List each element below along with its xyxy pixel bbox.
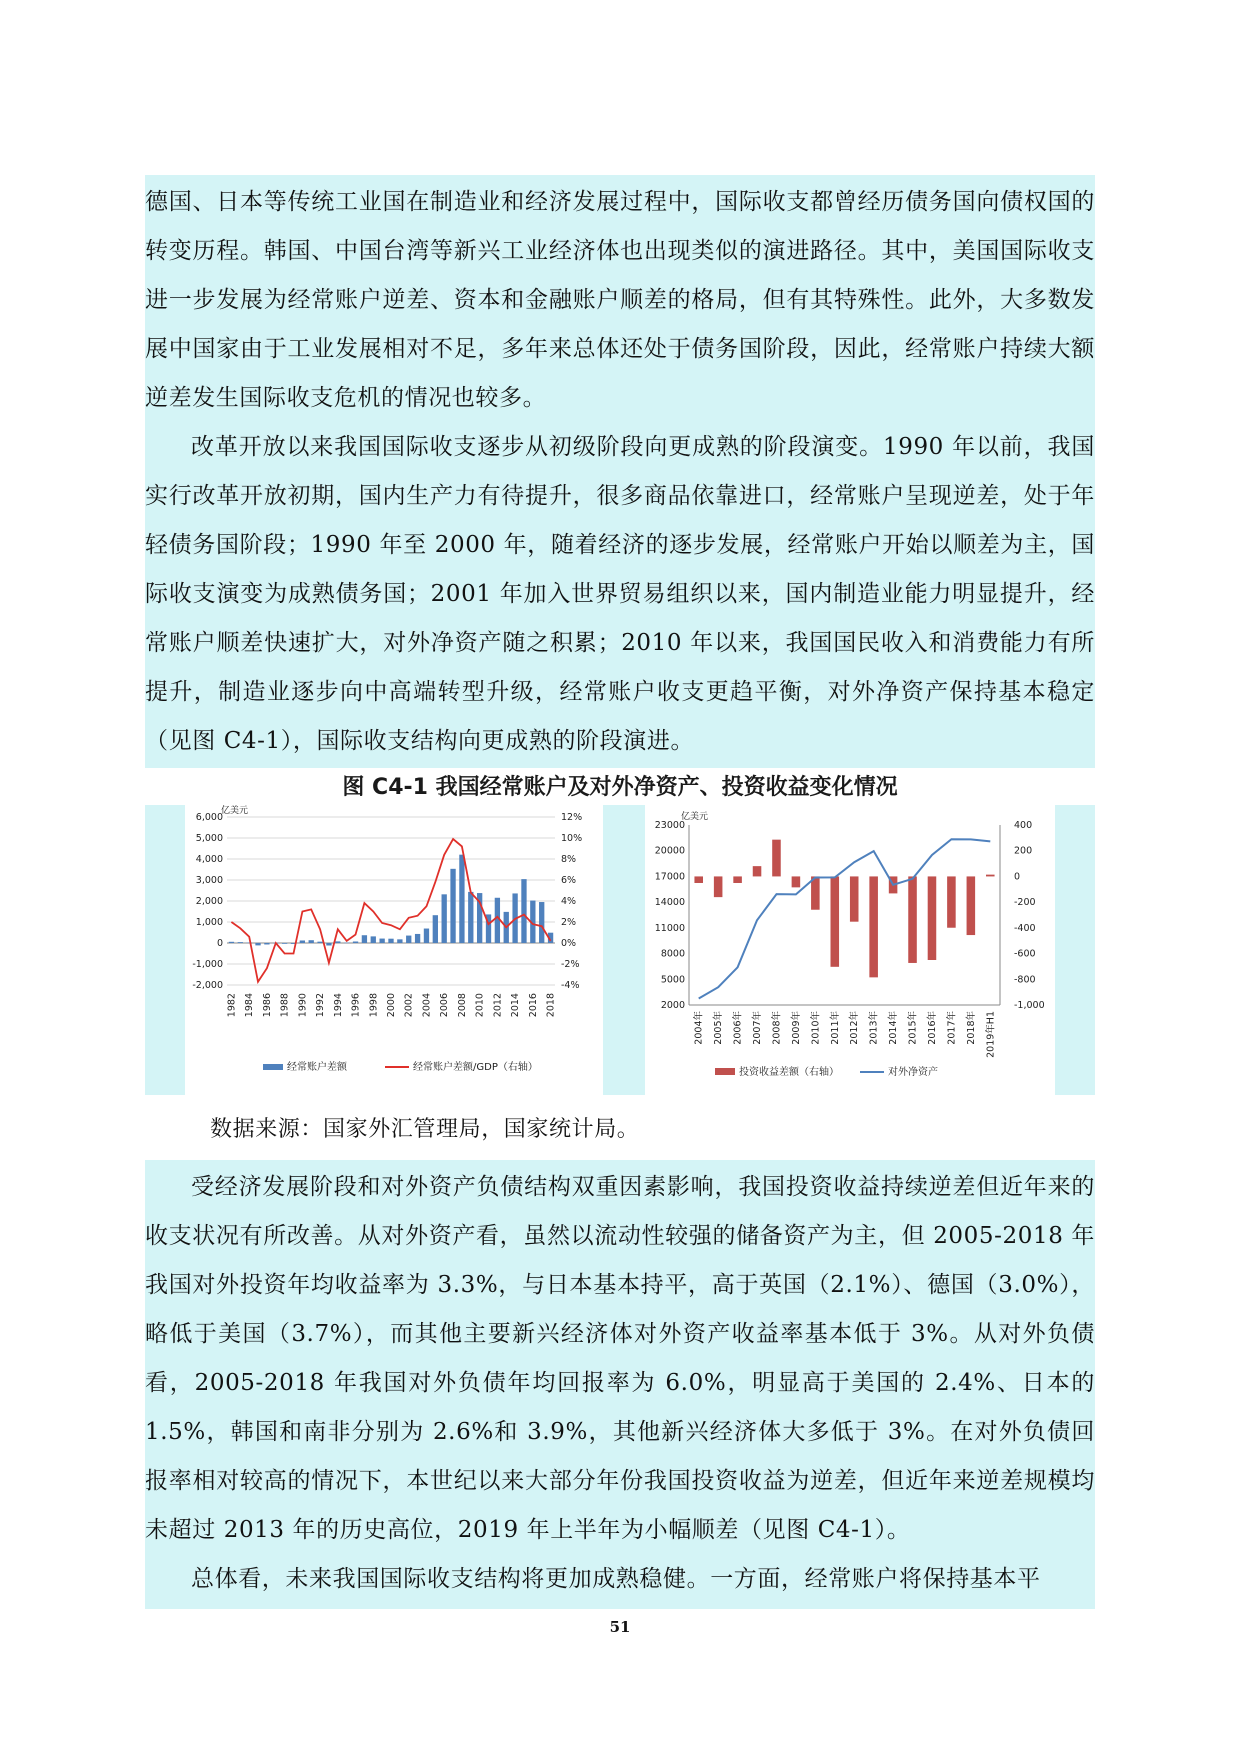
legend-label-line: 对外净资产 [888, 1067, 938, 1078]
left-tick-label: -1,000 [192, 959, 223, 970]
x-tick-label: 2009年 [790, 1011, 802, 1045]
paragraph-1: 德国、日本等传统工业国在制造业和经济发展过程中，国际收支都曾经历债务国向债权国的转变历程。韩国、中国台湾等新兴工业经济体也出现类似的演进路径。其中，美国国际收支进一步发展为经常账户逆差、资本和金融账户顺差的格局，但有其特殊性。此外，大多数发展中国家由于工业发展相对不足，多年来总体还处于债务国阶段，因此，经常账户持续大额逆差发生国际收支危机的情况也较多。 [145, 189, 1095, 411]
bar-current-account [344, 943, 349, 944]
bar-current-account [442, 894, 447, 943]
x-tick-label: 2010年 [810, 1011, 822, 1045]
bar-current-account [238, 942, 243, 943]
left-tick-label: 8000 [660, 948, 685, 960]
legend-label-bar: 经常账户差额 [287, 1062, 347, 1073]
left-tick-label: 2000 [660, 1000, 685, 1011]
x-tick-label: 2016年 [926, 1011, 938, 1045]
legend-swatch-bar [715, 1068, 735, 1075]
x-tick-label: 1982 [226, 993, 238, 1018]
x-tick-label: 2013年 [868, 1011, 880, 1045]
left-tick-label: 23000 [654, 820, 685, 831]
page-number: 51 [609, 1618, 631, 1636]
bar-current-account [335, 941, 340, 943]
right-tick-label: 2% [561, 917, 577, 928]
x-tick-label: 2011年 [829, 1011, 841, 1045]
x-tick-label: 2005年 [713, 1011, 725, 1045]
bar-investment-income [694, 876, 703, 883]
paragraph-3: 受经济发展阶段和对外资产负债结构双重因素影响，我国投资收益持续逆差但近年来的收支状况有所改善。从对外资产看，虽然以流动性较强的储备资产为主，但 2005-2018 年我国对外投资年均收益率为 3.3%，与日本基本持平，高于英国（2.1%）、德国（3.0%），略低于美国（3.7%），而其他主要新兴经济体对外资产收益率基本低于 3%。从对外负债看，2005-2018 年我国对外负债年均回报率为 6.0%，明显高于美国的 2.4%、日本的 1.5%，韩国和南非分别为 2.6%和 3.9%，其他新兴经济体大多低于 3%。在对外负债回报率相对较高的情况下，本世纪以来大部分年份我国投资收益为逆差，但近年来逆差规模均未超过 2013 年的历史高位，2019 年上半年为小幅顺差（见图 C4-1）。 [145, 1174, 1095, 1543]
paragraph-2: 改革开放以来我国国际收支逐步从初级阶段向更成熟的阶段演变。1990 年以前，我国实行改革开放初期，国内生产力有待提升，很多商品依靠进口，经常账户呈现逆差，处于年轻债务国阶段；1990 年至 2000 年，随着经济的逐步发展，经常账户开始以顺差为主，国际收支演变为成熟债务国；2001 年加入世界贸易组织以来，国内制造业能力明显提升，经常账户顺差快速扩大，对外净资产随之积累；2010 年以来，我国国民收入和消费能力有所提升，制造业逐步向中高端转型升级，经常账户收支更趋平衡，对外净资产保持基本稳定（见图 C4-1），国际收支结构向更成熟的阶段演进。 [145, 434, 1095, 754]
x-tick-label: 1998 [368, 993, 380, 1018]
x-tick-label: 1990 [297, 993, 309, 1018]
x-tick-label: 2012 [492, 993, 504, 1018]
bar-current-account [282, 943, 287, 944]
right-tick-label: -1,000 [1014, 1000, 1045, 1011]
x-tick-label: 2015年 [907, 1011, 919, 1045]
bar-current-account [264, 943, 269, 944]
x-tick-label: 1986 [261, 993, 273, 1018]
left-tick-label: 20000 [654, 845, 685, 857]
left-tick-label: 5000 [660, 974, 685, 986]
x-tick-label: 2019年H1 [985, 1011, 997, 1058]
bar-current-account [388, 939, 393, 943]
x-tick-label: 2000 [386, 993, 397, 1018]
left-tick-label: 5,000 [195, 833, 223, 844]
right-tick-label: -800 [1014, 974, 1036, 986]
left-tick-label: -2,000 [192, 980, 223, 991]
bar-current-account [317, 942, 322, 943]
x-tick-label: 2008 [456, 993, 468, 1018]
bar-current-account [371, 936, 376, 943]
legend-label-bar: 投资收益差额（右轴） [739, 1067, 839, 1078]
bar-investment-income [792, 876, 801, 887]
x-tick-label: 2006年 [732, 1011, 744, 1045]
right-tick-label: 12% [561, 812, 583, 823]
right-tick-label: -400 [1014, 922, 1036, 934]
bar-investment-income [869, 876, 878, 977]
bar-current-account [353, 941, 358, 943]
x-tick-label: 2006 [439, 993, 451, 1018]
figure-area [145, 805, 1095, 1095]
bar-investment-income [753, 866, 762, 876]
x-tick-label: 2004 [421, 993, 433, 1018]
right-tick-label: 0% [561, 938, 577, 949]
right-tick-label: 200 [1014, 845, 1033, 857]
left-tick-label: 4,000 [195, 854, 223, 865]
bar-investment-income [947, 876, 956, 927]
x-tick-label: 2004年 [693, 1011, 705, 1045]
x-tick-label: 1994 [332, 993, 344, 1018]
bar-current-account [521, 879, 526, 943]
bar-current-account [424, 929, 429, 943]
line-ca-gdp-ratio [231, 839, 550, 982]
x-tick-label: 1992 [315, 993, 327, 1018]
x-tick-label: 2008年 [771, 1011, 783, 1045]
text-block-top [145, 175, 1095, 768]
left-tick-label: 2,000 [195, 896, 223, 907]
bar-current-account [450, 869, 455, 943]
data-source-note: 数据来源：国家外汇管理局，国家统计局。 [210, 1117, 640, 1142]
bar-current-account [415, 934, 420, 943]
bar-investment-income [811, 876, 820, 909]
bar-investment-income [831, 876, 840, 966]
left-tick-label: 11000 [654, 922, 685, 934]
x-tick-label: 1988 [279, 993, 291, 1018]
right-tick-label: -600 [1014, 948, 1036, 960]
bar-investment-income [714, 876, 723, 897]
right-tick-label: 0 [1014, 871, 1021, 883]
x-tick-label: 2007年 [752, 1011, 764, 1045]
left-tick-label: 17000 [654, 871, 685, 883]
right-tick-label: 400 [1014, 820, 1033, 831]
x-tick-label: 1996 [350, 993, 362, 1018]
bar-current-account [459, 855, 464, 943]
current-account-chart-svg [185, 805, 603, 1095]
bar-current-account [433, 915, 438, 943]
right-tick-label: 8% [561, 854, 577, 865]
bar-investment-income [967, 876, 976, 935]
legend-swatch-bar [263, 1064, 283, 1070]
x-tick-label: 2014 [510, 993, 522, 1018]
bar-current-account [255, 943, 260, 945]
left-tick-label: 14000 [654, 897, 685, 909]
bar-investment-income [928, 876, 937, 960]
bar-current-account [539, 902, 544, 943]
bar-current-account [229, 942, 234, 943]
current-account-chart [185, 805, 603, 1095]
bar-current-account [379, 939, 384, 943]
left-tick-label: 3,000 [195, 875, 223, 886]
left-tick-label: 0 [216, 938, 223, 949]
x-tick-label: 2012年 [849, 1011, 861, 1045]
bar-investment-income [772, 840, 781, 877]
right-tick-label: 4% [561, 896, 577, 907]
x-tick-label: 1984 [244, 993, 256, 1018]
x-tick-label: 2010 [474, 993, 486, 1018]
unit-label: 亿美元 [221, 806, 249, 816]
legend-label-line: 经常账户差额/GDP（右轴） [413, 1062, 538, 1073]
bar-current-account [326, 943, 331, 945]
x-tick-label: 2018 [545, 993, 557, 1018]
left-tick-label: 1,000 [195, 917, 223, 928]
paragraph-4: 总体看，未来我国国际收支结构将更加成熟稳健。一方面，经常账户将保持基本平 [191, 1566, 1041, 1592]
bar-investment-income [908, 876, 917, 963]
x-tick-label: 2017年 [946, 1011, 958, 1045]
bar-investment-income [850, 876, 859, 921]
bar-investment-income [986, 875, 995, 877]
net-assets-chart-svg [645, 805, 1055, 1095]
net-assets-chart [645, 805, 1055, 1095]
bar-current-account [309, 940, 314, 943]
right-tick-label: 6% [561, 875, 577, 886]
x-tick-label: 2002 [403, 993, 415, 1018]
bar-current-account [300, 940, 305, 943]
unit-label: 亿美元 [681, 812, 709, 822]
x-tick-label: 2014年 [888, 1011, 900, 1045]
bar-current-account [397, 939, 402, 943]
right-tick-label: -2% [561, 959, 580, 970]
bar-current-account [406, 936, 411, 943]
bar-investment-income [733, 876, 742, 883]
right-tick-label: -4% [561, 980, 580, 991]
bar-current-account [468, 892, 473, 943]
text-block-bottom [145, 1160, 1095, 1609]
x-tick-label: 2018年 [965, 1011, 977, 1045]
figure-caption: 图 C4-1 我国经常账户及对外净资产、投资收益变化情况 [342, 775, 898, 800]
x-tick-label: 2016 [527, 993, 539, 1018]
bar-current-account [362, 935, 367, 943]
line-net-foreign-assets [699, 839, 991, 998]
right-tick-label: -200 [1014, 897, 1036, 909]
right-tick-label: 10% [561, 833, 583, 844]
left-tick-label: 6,000 [195, 812, 223, 823]
